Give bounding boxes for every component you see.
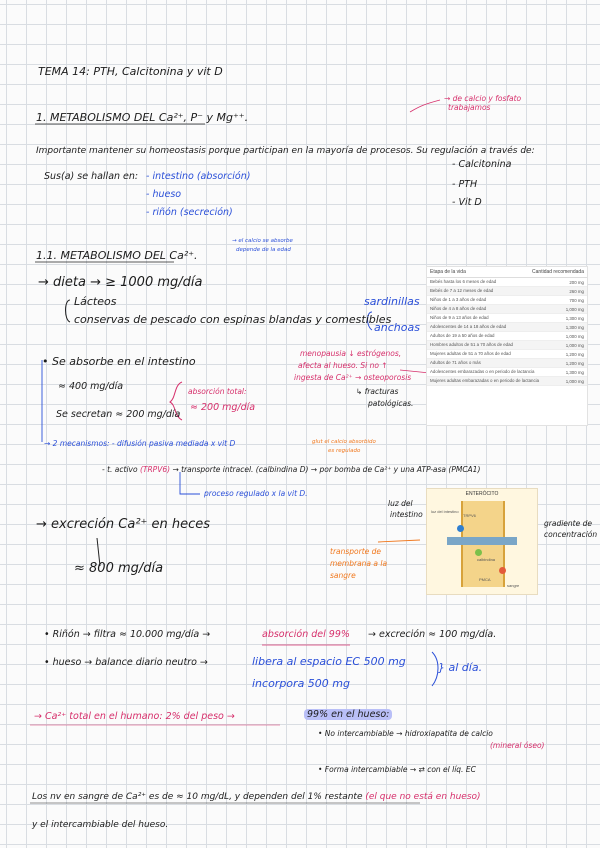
excrecion-value: ≈ 800 mg/día xyxy=(74,561,164,576)
abs-total-value: ≈ 200 mg/día xyxy=(190,402,256,413)
proceso-regulado: proceso regulado x la vit D. xyxy=(204,489,308,498)
gradient-note-2: concentración xyxy=(544,530,598,539)
table-row xyxy=(427,359,587,368)
kidney-excretion: → excreción ≈ 100 mg/día. xyxy=(368,629,497,640)
top-note-2: trabajamos xyxy=(448,103,491,112)
source-rinon: - riñón (secreción) xyxy=(146,207,233,218)
source-hueso: - hueso xyxy=(146,189,182,200)
source-intestino: - intestino (absorción) xyxy=(146,171,251,182)
figure-side-lumen: luz del intestino xyxy=(431,509,459,514)
table-cell-amount: 200 mg xyxy=(569,279,584,285)
table-row xyxy=(427,296,587,305)
activo-label xyxy=(102,466,480,475)
transporte-note-3: sangre xyxy=(330,571,356,580)
page-title: TEMA 14: PTH, Calcitonina y vit D xyxy=(38,65,223,78)
table-row xyxy=(427,368,587,377)
table-cell-stage: Adolescentes embarazadas o en periodo de lactancia xyxy=(430,368,535,374)
abs-total-label: absorción total: xyxy=(188,387,247,396)
activo-rest: → transporte intracel. (calbindina D) → por bomba de Ca²⁺ y una ATP-asa (PMCA1) xyxy=(172,465,481,474)
gradient-note: gradiente de xyxy=(544,519,592,528)
section-1-heading: 1. METABOLISMO DEL Ca²⁺, P⁻ y Mg⁺⁺. xyxy=(36,111,249,124)
bone-line: • hueso → balance diario neutro → xyxy=(44,657,208,668)
fracturas: ↳ fracturas xyxy=(356,387,399,396)
sources-label: Sus(a) se hallan en: xyxy=(44,171,139,182)
no-intercambiable: • No intercambiable → hidroxiapatita de calcio xyxy=(318,729,493,738)
table-row xyxy=(427,350,587,359)
absorbe-line xyxy=(42,356,196,369)
luz-note: luz del xyxy=(388,499,413,508)
table-cell-amount: 1,000 mg xyxy=(565,306,584,312)
total-highlight xyxy=(304,710,392,721)
table-row xyxy=(427,341,587,350)
diet-line: → dieta → ≥ 1000 mg/día xyxy=(38,275,203,290)
menopause-note-3: ingesta de Ca²⁺ → osteoporosis xyxy=(294,373,412,382)
table-row xyxy=(427,332,587,341)
table-cell-stage: Adolescentes de 14 a 18 años de edad xyxy=(430,323,507,329)
figure-caption: ENTERÓCITO xyxy=(465,491,499,497)
forma-intercambiable: • Forma intercambiable → ⇄ con el líq. EC xyxy=(318,765,476,774)
table-header-amount: Cantidad recomendada xyxy=(532,269,584,275)
activo-note-2: es regulado xyxy=(328,448,361,454)
table-cell-stage: Hombres adultos de 51 a 70 años de edad xyxy=(430,341,513,347)
secreted-line: Se secretan ≈ 200 mg/día xyxy=(56,409,181,420)
trpv6-channel-icon xyxy=(457,525,464,532)
table-cell-stage: Niños de 9 a 13 años de edad xyxy=(430,314,489,320)
bone-libera: libera al espacio EC 500 mg xyxy=(252,655,406,668)
sardinillas: sardinillas xyxy=(364,295,420,308)
calcium-dose-table xyxy=(426,266,588,426)
mecanismos-line: → 2 mecanismos: - difusión pasiva mediada x vit D xyxy=(44,439,236,448)
transporte-note-2: membrana a la xyxy=(330,559,388,568)
figure-calbindina: calbindina xyxy=(477,557,496,562)
menopause-note-2: afecta al hueso. Si no ↑ xyxy=(298,361,388,370)
bottom-line-1-text: Los nv en sangre de Ca²⁺ es de ≈ 10 mg/dL, y dependen del 1% restante xyxy=(32,792,363,802)
kidney-line: • Riñón → filtra ≈ 10.000 mg/día → xyxy=(44,629,211,640)
transport-band xyxy=(447,537,517,545)
table-cell-amount: 1,300 mg xyxy=(565,324,584,330)
menopause-note-1: menopausia ↓ estrógenos, xyxy=(300,349,402,358)
activo-text: - t. activo xyxy=(102,465,138,474)
pmca-pump-icon xyxy=(499,567,506,574)
trpv6-label: (TRPV6) xyxy=(139,465,171,474)
table-header xyxy=(427,267,587,278)
bottom-line-1-note: (el que no está en hueso) xyxy=(365,792,481,802)
table-row xyxy=(427,377,587,386)
absorbe-text: • Se absorbe en el intestino xyxy=(42,355,196,368)
anchoas: anchoas xyxy=(374,321,420,334)
table-cell-amount: 700 mg xyxy=(569,297,584,303)
regulator-pth: - PTH xyxy=(452,179,478,190)
excrecion-line: → excreción Ca²⁺ en heces xyxy=(36,517,211,532)
table-cell-stage: Bebés de 7 a 12 meses de edad xyxy=(430,287,494,293)
top-note: → de calcio y fosfato xyxy=(444,94,522,103)
calbindina-icon xyxy=(475,549,482,556)
table-cell-stage: Bebés hasta los 6 meses de edad xyxy=(430,278,497,284)
conservas: conservas de pescado con espinas blandas y comestibles xyxy=(74,313,392,326)
table-cell-amount: 1,200 mg xyxy=(565,351,584,357)
age-note-2: depende de la edad xyxy=(236,247,291,253)
table-row xyxy=(427,323,587,332)
table-row xyxy=(427,314,587,323)
regulator-vitd: - Vit D xyxy=(452,197,482,208)
table-cell-amount: 1,300 mg xyxy=(565,315,584,321)
table-header-stage: Etapa de la vida xyxy=(430,269,466,275)
mineral-oseo: (mineral óseo) xyxy=(490,741,545,750)
table-cell-stage: Mujeres adultas de 51 a 70 años de edad xyxy=(430,350,511,356)
section-1-1-heading: 1.1. METABOLISMO DEL Ca²⁺. xyxy=(36,249,198,262)
transporte-note: transporte de xyxy=(330,547,382,556)
table-cell-amount: 1,300 mg xyxy=(565,369,584,375)
figure-pmca: PMCA xyxy=(479,577,491,582)
bone-aldia: } al día. xyxy=(438,661,483,674)
lacteos: Lácteos xyxy=(74,295,117,308)
total-highlight-text: 99% en el hueso: xyxy=(304,709,392,720)
fracturas-2: patológicas. xyxy=(368,399,414,408)
age-note: → el calcio se absorbe xyxy=(232,238,293,244)
total-line: → Ca²⁺ total en el humano: 2% del peso → xyxy=(34,711,235,722)
bottom-line-1 xyxy=(32,792,481,802)
table-cell-amount: 1,200 mg xyxy=(565,360,584,366)
kidney-absorption: absorción del 99% xyxy=(262,629,350,640)
table-cell-amount: 1,000 mg xyxy=(565,378,584,384)
figure-trpv6: TRPV6 xyxy=(463,513,476,518)
table-row xyxy=(427,287,587,296)
figure-sangre: sangre xyxy=(507,583,520,588)
bone-incorpora: incorpora 500 mg xyxy=(252,677,350,690)
table-cell-stage: Adultos de 19 a 50 años de edad xyxy=(430,332,495,338)
bottom-line-2: y el intercambiable del hueso. xyxy=(32,820,169,830)
table-cell-amount: 260 mg xyxy=(569,288,584,294)
table-cell-amount: 1,000 mg xyxy=(565,333,584,339)
absorbe-amount: ≈ 400 mg/día xyxy=(58,381,124,392)
table-cell-stage: Adultos de 71 años o más xyxy=(430,359,481,365)
luz-note-2: intestino xyxy=(390,510,423,519)
table-cell-stage: Niños de 1 a 3 años de edad xyxy=(430,296,487,302)
regulator-calcitonina: - Calcitonina xyxy=(452,159,512,170)
table-cell-stage: Niños de 4 a 8 años de edad xyxy=(430,305,487,311)
activo-note: glut el calcio absorbido xyxy=(312,439,376,445)
table-cell-amount: 1,000 mg xyxy=(565,342,584,348)
table-cell-stage: Mujeres adultas embarazadas o en periodo de lactancia xyxy=(430,377,540,383)
table-row xyxy=(427,278,587,287)
table-row xyxy=(427,305,587,314)
enterocyte-figure xyxy=(426,488,538,595)
homeostasis-line: Importante mantener su homeostasis porque participan en la mayoría de procesos. Su regulación a través de: xyxy=(36,146,535,156)
